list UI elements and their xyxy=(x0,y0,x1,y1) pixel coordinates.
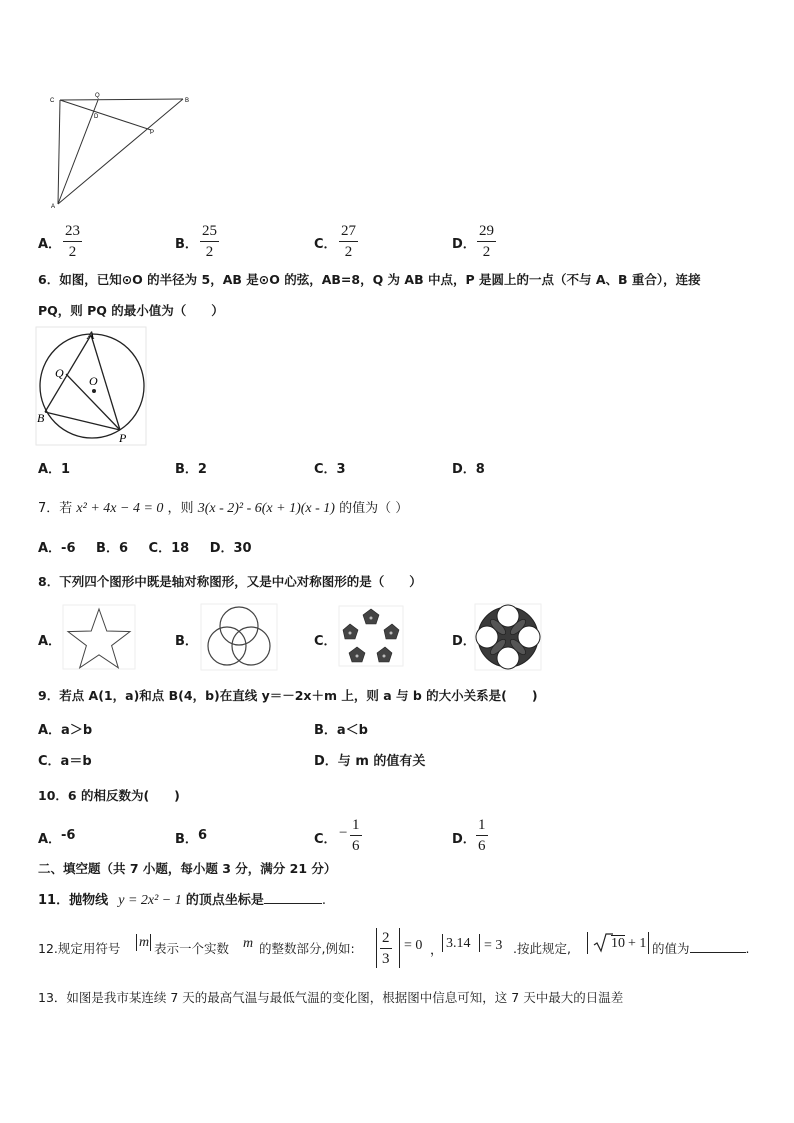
q12-part1: 12.规定用符号 xyxy=(38,941,121,956)
q7-expression: 3(x - 2)² - 6(x + 1)(x - 1) xyxy=(197,501,335,516)
q7-options xyxy=(38,537,252,556)
q6-label-b: B xyxy=(37,411,45,425)
q12-plus-one: + 1 xyxy=(628,936,647,951)
q10-option-c-fraction: 1 6 xyxy=(352,817,360,854)
q7-option-b: B．6 xyxy=(96,541,129,556)
five-pentagons-icon xyxy=(338,605,404,667)
q7-stem xyxy=(38,497,408,517)
q9-option-a: A．a＞b xyxy=(38,723,93,738)
q6-option-a: A．1 xyxy=(38,462,71,477)
q12-part5: 的值为 . xyxy=(652,941,750,956)
q9-stem: 9．若点 A(1，a)和点 B(4，b)在直线 y＝－2x＋m 上，则 a 与 b 的大小关系是( ) xyxy=(38,688,538,703)
q11-stem xyxy=(38,889,326,909)
q12-symbol-m: m xyxy=(139,935,150,950)
q5-triangle-figure xyxy=(48,92,198,212)
q10-stem: 10．6 的相反数为( ) xyxy=(38,788,180,803)
q6-label-p: P xyxy=(119,431,127,445)
q7-option-a: A．-6 xyxy=(38,541,76,556)
q5-option-a-fraction: 23 2 xyxy=(65,223,80,260)
q6-option-d: D．8 xyxy=(452,462,485,477)
q12-example2-value: 3.14 xyxy=(446,936,471,951)
q8-option-c-letter: C． xyxy=(314,634,337,649)
q9-option-d: D．与 m 的值有关 xyxy=(314,754,426,769)
q5-option-c-fraction: 27 2 xyxy=(341,223,356,260)
q8-option-b-letter: B． xyxy=(175,634,198,649)
q6-label-q: Q xyxy=(55,366,64,380)
section-2-title: 二、填空题（共 7 小题，每小题 3 分，满分 21 分） xyxy=(38,861,337,876)
q10-option-b-letter: B． xyxy=(175,832,198,847)
q7-prefix: 7．若 xyxy=(38,501,73,516)
q6-stem-line1: 6．如图，已知⊙O 的半径为 5，AB 是⊙O 的弦，AB=8，Q 为 AB 中点，P 是圆上的一点（不与 A、B 重合），连接 xyxy=(38,272,701,287)
q5-label-b: B xyxy=(185,98,190,104)
q9-option-b: B．a＜b xyxy=(314,723,368,738)
q7-middle: ，则 xyxy=(167,501,194,516)
q6-option-b: B．2 xyxy=(175,462,207,477)
q12-example1-result: = 0 xyxy=(404,938,423,953)
q6-label-a: A xyxy=(87,328,95,342)
q12-part3: 的整数部分,例如: xyxy=(259,941,355,956)
q6-circle-figure xyxy=(36,327,148,447)
q5-option-d-letter: D． xyxy=(452,237,476,252)
q12-comma: ， xyxy=(430,943,444,958)
q10-option-c-letter: C． xyxy=(314,832,337,847)
q5-option-c-letter: C． xyxy=(314,237,337,252)
q5-label-p: P xyxy=(150,130,155,136)
q5-label-d: D xyxy=(94,114,99,120)
q11-end: . xyxy=(321,893,327,908)
q5-label-a: A xyxy=(51,204,56,210)
q10-option-a-letter: A． xyxy=(38,832,62,847)
q8-option-d-letter: D． xyxy=(452,634,476,649)
q6-label-o: O xyxy=(89,374,98,388)
q7-option-d: D．30 xyxy=(209,541,252,556)
q12-part2: 表示一个实数 xyxy=(154,941,230,956)
q10-option-b-value: 6 xyxy=(198,828,208,843)
q5-option-a-letter: A． xyxy=(38,237,62,252)
three-circles-icon xyxy=(200,603,278,671)
q6-stem-line2: PQ，则 PQ 的最小值为（ ） xyxy=(38,303,224,318)
q11-equation: y = 2x² − 1 xyxy=(118,893,182,908)
q5-label-c: C xyxy=(50,98,55,104)
q5-option-b-letter: B． xyxy=(175,237,198,252)
q12-example2-result: = 3 xyxy=(484,938,503,953)
star-icon xyxy=(62,604,136,670)
flower-circle-icon xyxy=(474,603,542,671)
q7-equation: x² + 4x − 4 = 0 xyxy=(76,501,164,516)
q10-option-c-sign: − xyxy=(339,825,348,841)
q13-stem: 13．如图是我市某连续 7 天的最高气温与最低气温的变化图，根据图中信息可知，这 7 天中最大的日温差 xyxy=(38,990,624,1005)
q5-option-d-fraction: 29 2 xyxy=(479,223,494,260)
q10-option-a-value: -6 xyxy=(61,828,76,843)
q6-option-c: C．3 xyxy=(314,462,346,477)
q12-part4: .按此规定, xyxy=(513,941,571,956)
q7-suffix: 的值为（ ） xyxy=(339,501,409,516)
q5-option-b-fraction: 25 2 xyxy=(202,223,217,260)
q7-option-c: C．18 xyxy=(148,541,190,556)
q12-answer-blank[interactable] xyxy=(690,952,746,953)
q8-stem: 8．下列四个图形中既是轴对称图形，又是中心对称图形的是（ ） xyxy=(38,574,422,589)
q11-prefix: 11．抛物线 xyxy=(38,893,109,908)
sqrt-icon xyxy=(593,933,613,953)
q12-radicand: 10 xyxy=(611,936,625,951)
q12-example1-fraction: 2 3 xyxy=(382,930,390,967)
q10-option-d-fraction: 1 6 xyxy=(478,817,486,854)
q12-symbol-m-2: m xyxy=(243,936,254,951)
q10-option-d-letter: D． xyxy=(452,832,476,847)
q8-option-a-letter: A． xyxy=(38,634,62,649)
q5-label-q: Q xyxy=(95,93,100,99)
q11-answer-blank[interactable] xyxy=(264,903,322,904)
q11-suffix: 的顶点坐标是 xyxy=(185,893,264,908)
q9-option-c: C．a＝b xyxy=(38,754,92,769)
